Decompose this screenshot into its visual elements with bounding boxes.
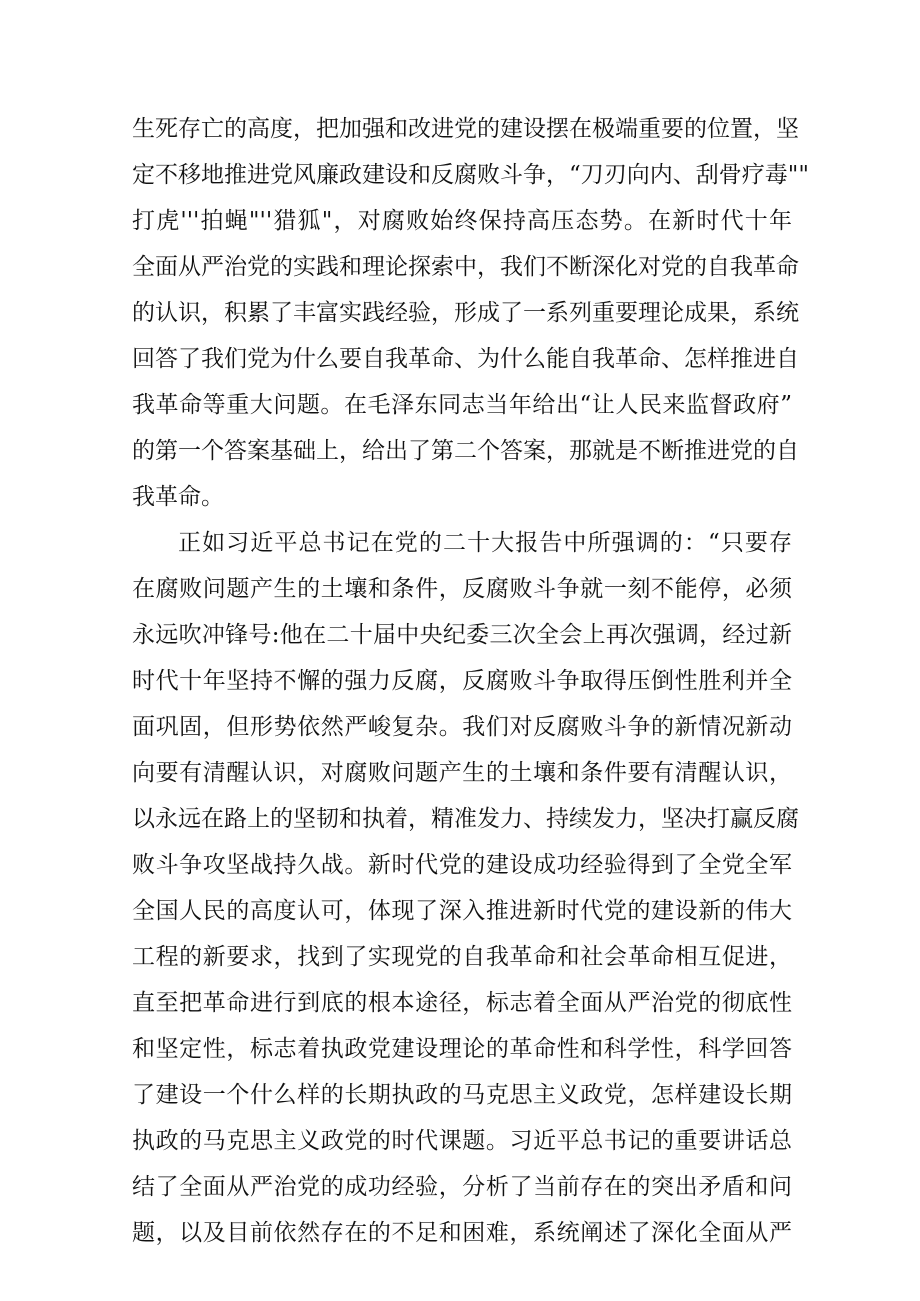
paragraph-2-line: 向要有清醒认识，对腐败问题产生的土壤和条件要有清醒认识， <box>132 760 792 786</box>
paragraph-1-line: 打虎'''拍蝇"''猎狐"，对腐败始终保持高压态势。在新时代十年 <box>132 208 792 234</box>
document-body <box>132 106 809 1256</box>
paragraph-2-line: 面巩固，但形势依然严峻复杂。我们对反腐败斗争的新情况新动 <box>132 714 792 740</box>
paragraph-1-line: 的第一个答案基础上，给出了第二个答案，那就是不断推进党的自 <box>132 438 799 464</box>
paragraph-2-line: 全国人民的高度认可，体现了深入推进新时代党的建设新的伟大 <box>132 898 792 924</box>
paragraph-1-line: 我革命等重大问题。在毛泽东同志当年给出“让人民来监督政府” <box>132 392 792 418</box>
paragraph-2-line: 执政的马克思主义政党的时代课题。习近平总书记的重要讲话总 <box>132 1128 792 1154</box>
paragraph-2-line: 永远吹冲锋号:他在二十届中央纪委三次全会上再次强调，经过新 <box>132 622 792 648</box>
paragraph-2-line: 题，以及目前依然存在的不足和困难，系统阐述了深化全面从严 <box>132 1220 792 1246</box>
paragraph-2-line: 直至把革命进行到底的根本途径，标志着全面从严治党的彻底性 <box>132 990 792 1016</box>
paragraph-1-line: 我革命。 <box>132 484 224 510</box>
paragraph-2-line: 以永远在路上的坚韧和执着，精准发力、持续发力，坚决打赢反腐 <box>132 806 799 832</box>
paragraph-1-line: 的认识，积累了丰富实践经验，形成了一系列重要理论成果，系统 <box>132 300 799 326</box>
paragraph-1-line: 回答了我们党为什么要自我革命、为什么能自我革命、怎样推进自 <box>132 346 799 372</box>
paragraph-2-line: 败斗争攻坚战持久战。新时代党的建设成功经验得到了全党全军 <box>132 852 792 878</box>
paragraph-1-line: 全面从严治党的实践和理论探索中，我们不断深化对党的自我革命 <box>132 254 799 280</box>
paragraph-2-line: 和坚定性，标志着执政党建设理论的革命性和科学性，科学回答 <box>132 1036 792 1062</box>
paragraph-1 <box>132 106 809 520</box>
paragraph-2-line: 结了全面从严治党的成功经验，分析了当前存在的突出矛盾和问 <box>132 1174 792 1200</box>
paragraph-1-line: 生死存亡的高度，把加强和改进党的建设摆在极端重要的位置，坚 <box>132 116 799 142</box>
paragraph-2 <box>132 520 799 1256</box>
paragraph-2-line: 正如习近平总书记在党的二十大报告中所强调的：“只要存 <box>178 530 792 556</box>
paragraph-2-line: 了建设一个什么样的长期执政的马克思主义政党，怎样建设长期 <box>132 1082 792 1108</box>
paragraph-2-line: 在腐败问题产生的土壤和条件，反腐败斗争就一刻不能停，必须 <box>132 576 792 602</box>
paragraph-2-line: 时代十年坚持不懈的强力反腐，反腐败斗争取得压倒性胜利并全 <box>132 668 792 694</box>
paragraph-1-line: 定不移地推进党风廉政建设和反腐败斗争，“刀刃向内、刮骨疗毒"" <box>132 162 809 188</box>
paragraph-2-line: 工程的新要求，找到了实现党的自我革命和社会革命相互促进， <box>132 944 792 970</box>
